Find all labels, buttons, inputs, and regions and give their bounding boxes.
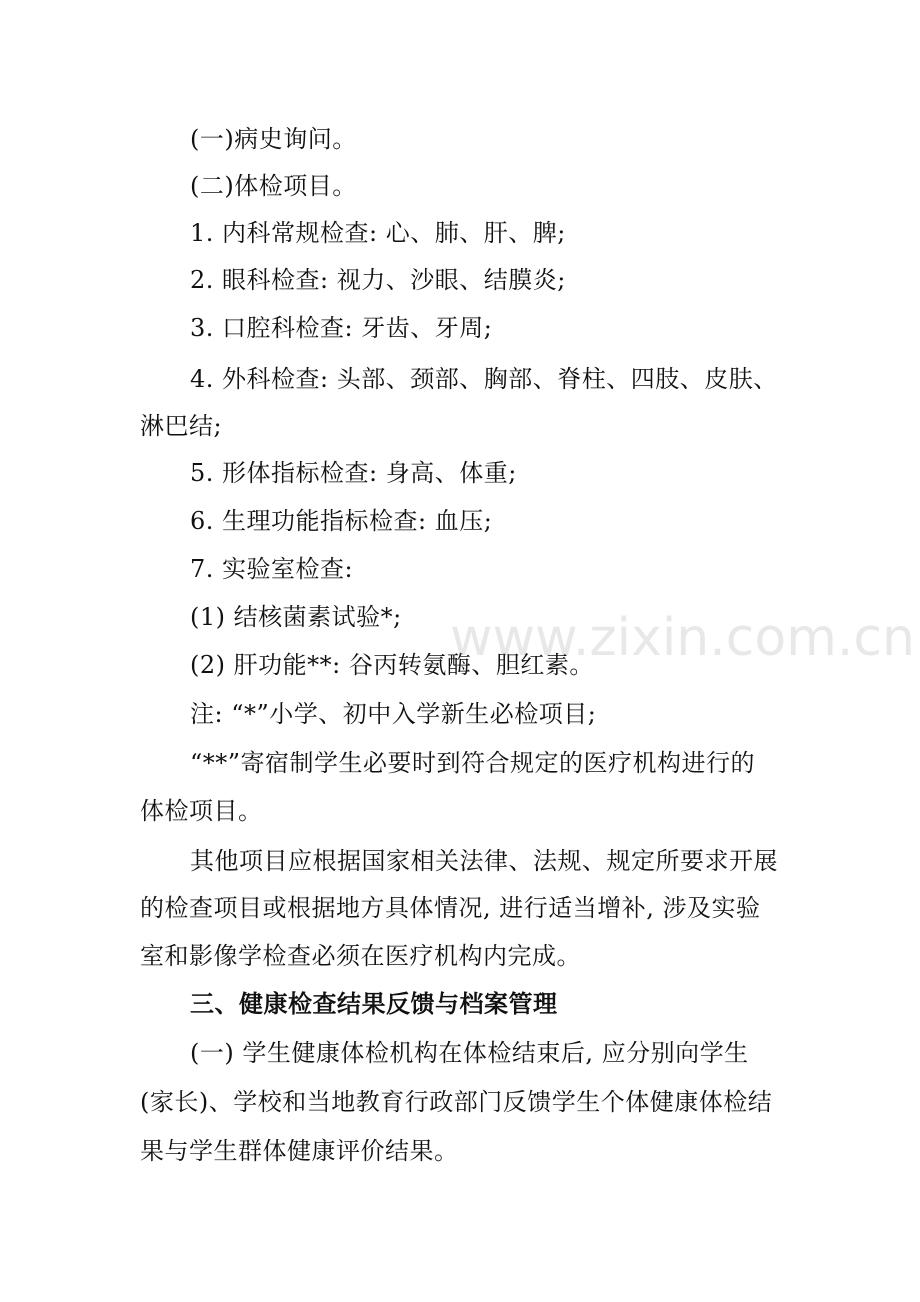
text-line: (1) 结核菌素试验*; [190,603,402,631]
section-heading: 三、健康检查结果反馈与档案管理 [190,990,558,1018]
text-line: 3. 口腔科检查: 牙齿、牙周; [190,314,493,342]
text-line: (二)体检项目。 [190,172,357,200]
text-line: (2) 肝功能**: 谷丙转氨酶、胆红素。 [190,651,594,679]
text-line: 淋巴结; [140,412,223,440]
text-line: 注: “*”小学、初中入学新生必检项目; [190,700,597,728]
text-line: 的检查项目或根据地方具体情况, 进行适当增补, 涉及实验 [140,894,761,922]
text-line: “**”寄宿制学生必要时到符合规定的医疗机构进行的 [190,749,756,777]
text-line: 5. 形体指标检查: 身高、体重; [190,459,517,487]
text-line: 7. 实验室检查: [190,555,354,583]
text-line: 6. 生理功能指标检查: 血压; [190,507,493,535]
text-line: 4. 外科检查: 头部、颈部、胸部、脊柱、四肢、皮肤、 [190,365,778,393]
text-line: 1. 内科常规检查: 心、肺、肝、脾; [190,219,566,247]
text-line: 果与学生群体健康评价结果。 [140,1137,459,1165]
text-line: (一)病史询问。 [190,125,357,153]
watermark: www.zixin.com.cn [450,608,915,668]
text-line: (家长)、学校和当地教育行政部门反馈学生个体健康体检结 [140,1088,773,1116]
text-line: 2. 眼科检查: 视力、沙眼、结膜炎; [190,266,566,294]
text-line: (一) 学生健康体检机构在体检结束后, 应分别向学生 [190,1039,749,1067]
text-line: 室和影像学检查必须在医疗机构内完成。 [140,942,581,970]
text-line: 其他项目应根据国家相关法律、法规、规定所要求开展 [190,847,778,875]
text-line: 体检项目。 [140,797,263,825]
